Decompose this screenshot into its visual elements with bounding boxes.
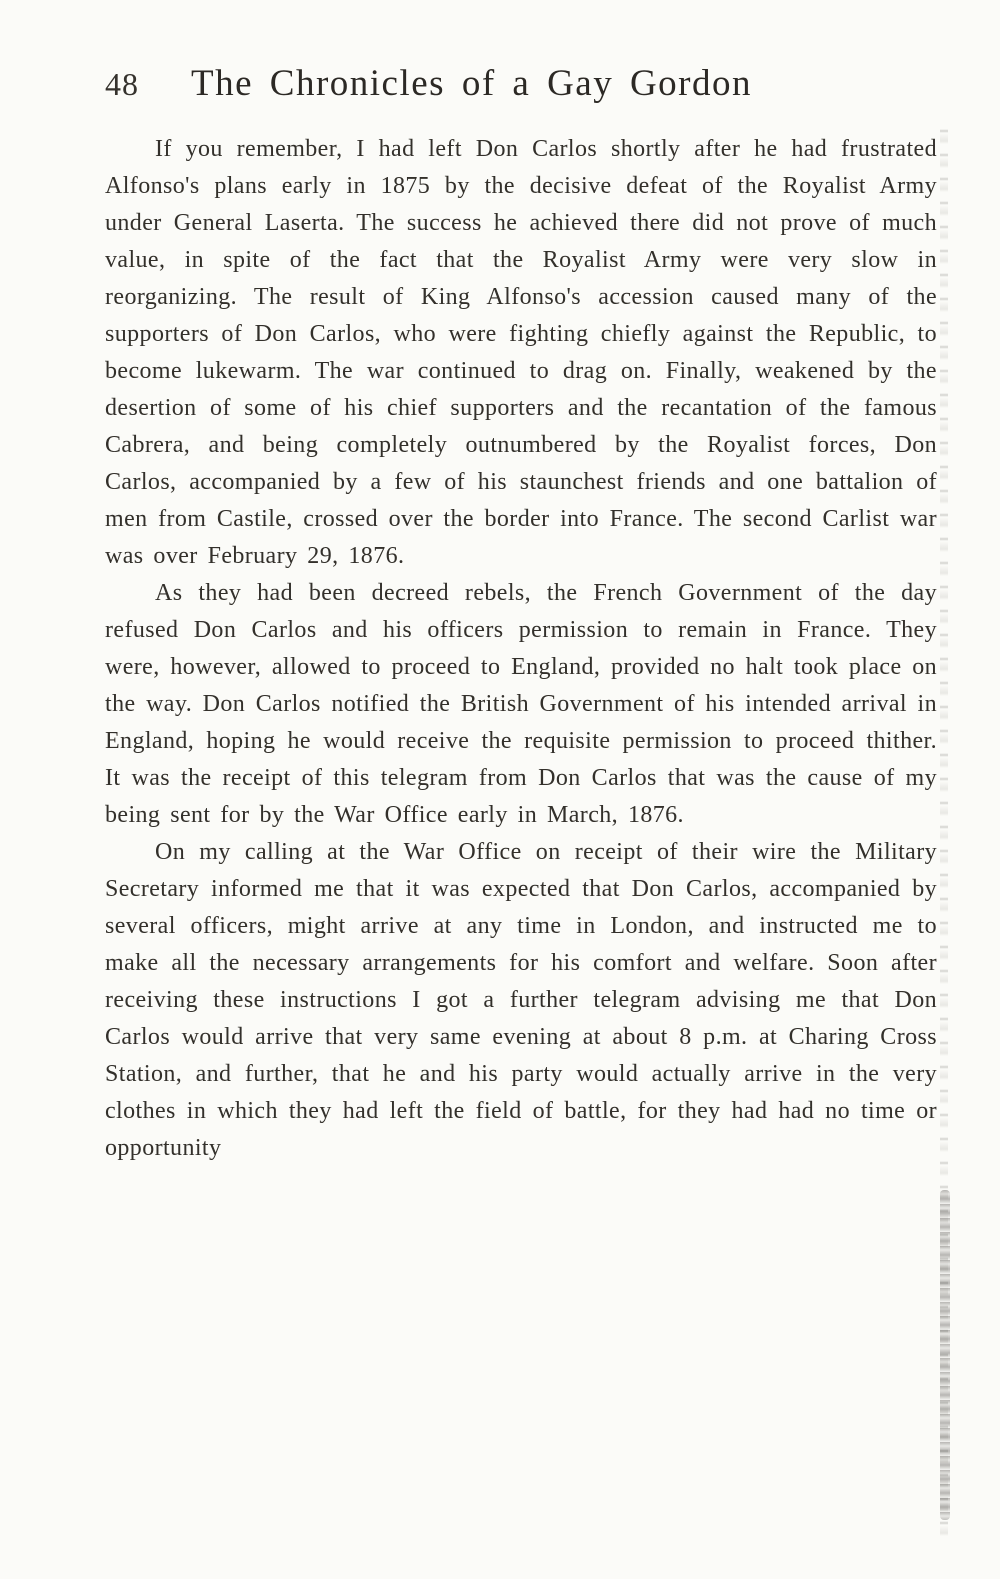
scan-edge-noise bbox=[940, 120, 948, 1540]
paragraph: As they had been decreed rebels, the French Government of the day refused Don Carlos and his officers permission to remain in France. They were, however, allowed to proceed to England, provided no halt took place on the way. Don Carlos notified the British Government of his intended arrival in England, hoping he would receive the requisite permission to proceed thither. It was the receipt of this telegram from Don Carlos that was the cause of my being sent for by the War Office early in March, 1876. bbox=[105, 580, 937, 828]
page-header bbox=[105, 62, 937, 105]
paragraph: On my calling at the War Office on receipt of their wire the Military Secretary informed me that it was expected that Don Carlos, accompanied by several officers, might arrive at any time in London, and instructed me to make all the necessary arrangements for his comfort and welfare. Soon after receiving these instructions I got a further telegram advising me that Don Carlos would arrive that very same evening at about 8 p.m. at Charing Cross Station, and further, that he and his party would actually arrive in the very clothes in which they had left the field of battle, for they had had no time or opportunity bbox=[105, 839, 937, 1161]
scan-edge-noise-dark bbox=[940, 1190, 950, 1520]
page-title: The Chronicles of a Gay Gordon bbox=[191, 63, 753, 104]
paragraph: If you remember, I had left Don Carlos shortly after he had frustrated Alfonso's plans early in 1875 by the decisive defeat of the Royalist Army under General Laserta. The success he achieved there did not prove of much value, in spite of the fact that the Royalist Army were very slow in reorganizing. The result of King Alfonso's accession caused many of the supporters of Don Carlos, who were fighting chiefly against the Republic, to become lukewarm. The war continued to drag on. Finally, weakened by the desertion of some of his chief supporters and the recantation of the famous Cabrera, and being completely outnumbered by the Royalist forces, Don Carlos, accompanied by a few of his staunchest friends and one battalion of men from Castile, crossed over the border into France. The second Carlist war was over February 29, 1876. bbox=[105, 136, 937, 569]
page-number: 48 bbox=[105, 66, 139, 102]
body-text bbox=[105, 131, 937, 1167]
page-content bbox=[105, 62, 937, 1167]
